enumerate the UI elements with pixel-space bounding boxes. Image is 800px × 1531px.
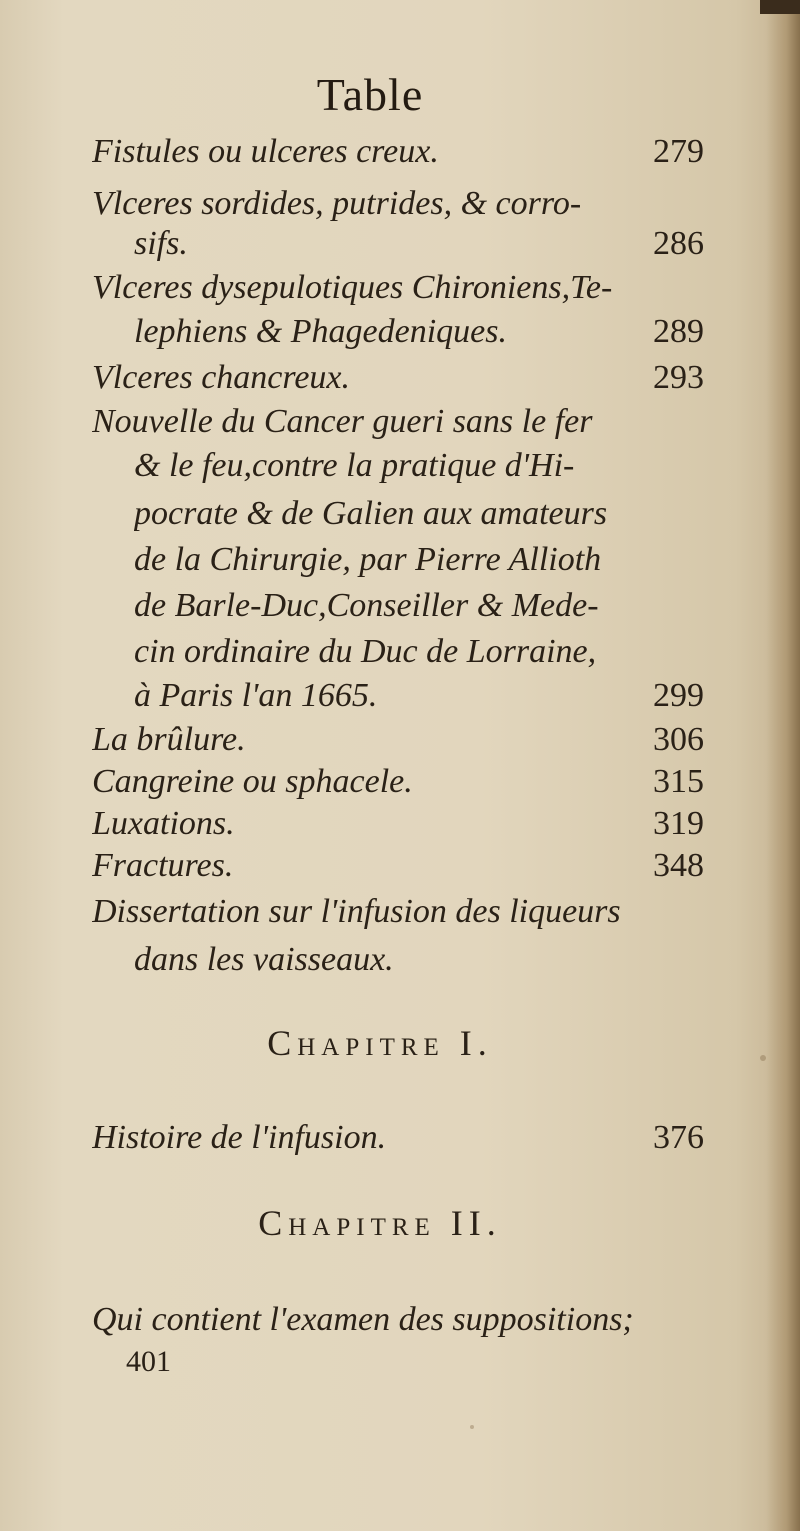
- toc-entry-line: Vlceres chancreux.: [92, 359, 351, 396]
- toc-entry-line: dans les vaisseaux.: [134, 941, 394, 978]
- toc-page-number: 279: [653, 133, 704, 170]
- toc-entry-line: lephiens & Phagedeniques.: [134, 313, 507, 350]
- toc-entry-line: Luxations.: [92, 805, 235, 842]
- toc-entry-line: La brûlure.: [92, 721, 246, 758]
- toc-entry-line: pocrate & de Galien aux amateurs: [134, 495, 608, 532]
- toc-page-number: 376: [653, 1119, 704, 1156]
- toc-entry-line: de Barle-Duc,Conseiller & Mede-: [134, 587, 599, 624]
- toc-entry-line: & le feu,contre la pratique d'Hi-: [134, 447, 575, 484]
- toc-entry-line: à Paris l'an 1665.: [134, 677, 378, 714]
- toc-page-number: 293: [653, 359, 704, 396]
- toc-entry-line: Vlceres dysepulotiques Chironiens,Te-: [92, 269, 613, 306]
- toc-entry-line: Cangreine ou sphacele.: [92, 763, 413, 800]
- toc-entry-line: Vlceres sordides, putrides, & corro-: [92, 185, 582, 222]
- chapter-heading: Chapitre II.: [258, 1203, 502, 1243]
- toc-entry-line: Qui contient l'examen des suppositions;: [92, 1301, 634, 1338]
- page-title: Table: [316, 69, 424, 120]
- toc-entry-line: Fistules ou ulceres creux.: [92, 133, 439, 170]
- toc-page-number: 315: [653, 763, 704, 800]
- toc-entry-line: Histoire de l'infusion.: [92, 1119, 387, 1156]
- toc-page-number: 319: [653, 805, 704, 842]
- toc-entry-line: Fractures.: [92, 847, 234, 884]
- toc-page-number: 348: [653, 847, 704, 884]
- catchword-folio: 401: [126, 1345, 171, 1378]
- toc-page-number: 299: [653, 677, 704, 714]
- toc-entry-line: cin ordinaire du Duc de Lorraine,: [134, 633, 597, 670]
- toc-page-number: 289: [653, 313, 704, 350]
- toc-entry-line: Dissertation sur l'infusion des liqueurs: [92, 893, 621, 930]
- toc-page-number: 286: [653, 225, 704, 262]
- toc-entry-line: de la Chirurgie, par Pierre Allioth: [134, 541, 602, 578]
- chapter-heading: Chapitre I.: [267, 1023, 493, 1063]
- toc-entry-line: Nouvelle du Cancer gueri sans le fer: [92, 403, 593, 440]
- toc-entry-line: sifs.: [134, 225, 188, 262]
- toc-page-number: 306: [653, 721, 704, 758]
